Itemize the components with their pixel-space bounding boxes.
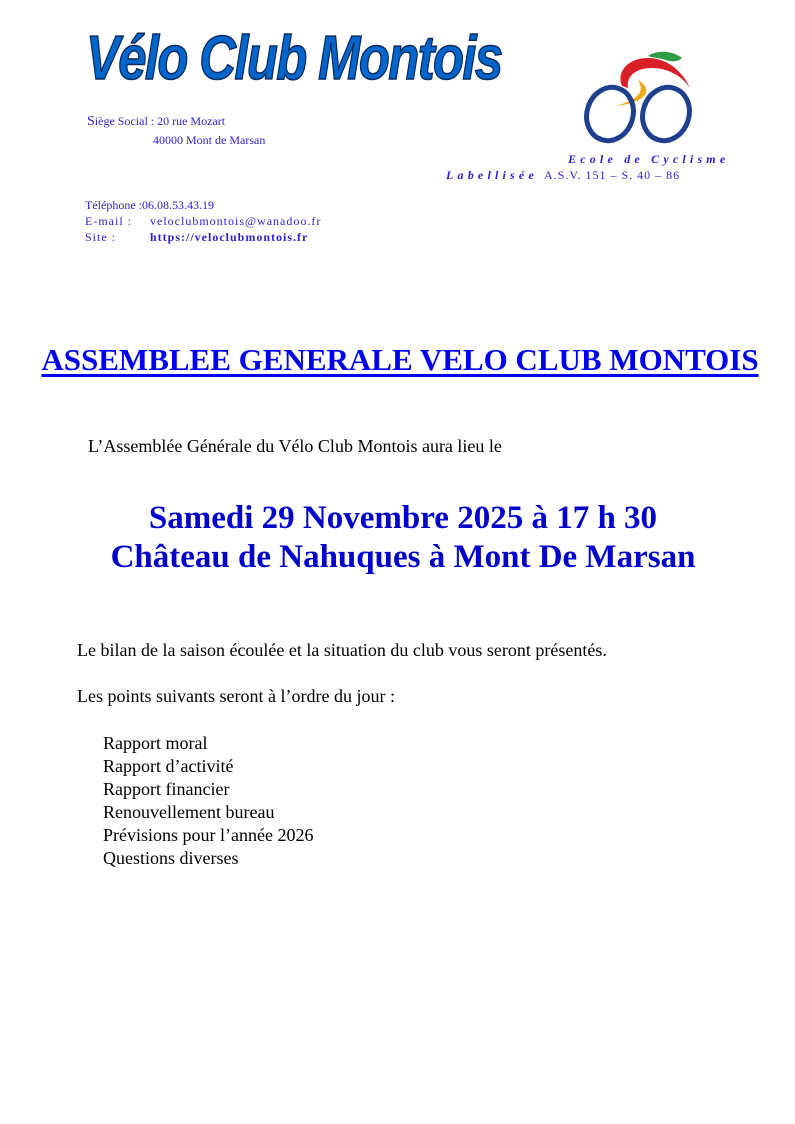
- address-initial: S: [87, 114, 95, 129]
- agenda-item: Rapport moral: [103, 733, 208, 753]
- intro-text: L’Assemblée Générale du Vélo Club Montois aura lieu le: [88, 436, 502, 456]
- asv-number: A.S.V. 151 – S. 40 – 86: [543, 168, 681, 182]
- cyclist-logo-icon: [582, 46, 698, 144]
- club-name-heading: Vélo Club Montois: [86, 24, 502, 93]
- address-line-1: [87, 114, 225, 130]
- paragraph-season-review: Le bilan de la saison écoulée et la situation du club vous seront présentés.: [77, 640, 607, 660]
- site-link[interactable]: https://veloclubmontois.fr: [150, 230, 309, 244]
- email-label: E-mail :: [85, 214, 132, 228]
- paragraph-agenda-intro: Les points suivants seront à l’ordre du jour :: [77, 686, 395, 706]
- event-place: Château de Nahuques à Mont De Marsan: [110, 539, 696, 575]
- cycling-school-label: Ecole de Cyclisme: [568, 152, 730, 166]
- address-line-2: 40000 Mont de Marsan: [153, 133, 266, 147]
- contact-site: [85, 230, 308, 245]
- event-date: Samedi 29 Novembre 2025 à 17 h 30: [148, 500, 658, 536]
- agenda-item: Renouvellement bureau: [103, 802, 275, 822]
- body-shape: [620, 58, 690, 88]
- site-label: Site :: [85, 230, 117, 244]
- agenda-item: Rapport d’activité: [103, 756, 234, 776]
- address-street: iège Social : 20 rue Mozart: [94, 114, 226, 128]
- agenda-list: [103, 732, 313, 870]
- phone-value: 06.08.53.43.19: [141, 198, 214, 212]
- agenda-item: Prévisions pour l’année 2026: [103, 825, 314, 845]
- email-link[interactable]: veloclubmontois@wanadoo.fr: [150, 214, 322, 228]
- rear-wheel: [582, 81, 640, 144]
- phone-label: Téléphone :: [85, 198, 142, 212]
- agenda-item: Rapport financier: [103, 779, 230, 799]
- agenda-item: Questions diverses: [103, 848, 239, 868]
- contact-phone: [85, 198, 214, 213]
- labellisee-label: Labellisée: [446, 168, 538, 182]
- label-asv-line: [446, 168, 680, 183]
- contact-email: [85, 214, 321, 229]
- document-title: ASSEMBLEE GENERALE VELO CLUB MONTOIS: [41, 342, 759, 377]
